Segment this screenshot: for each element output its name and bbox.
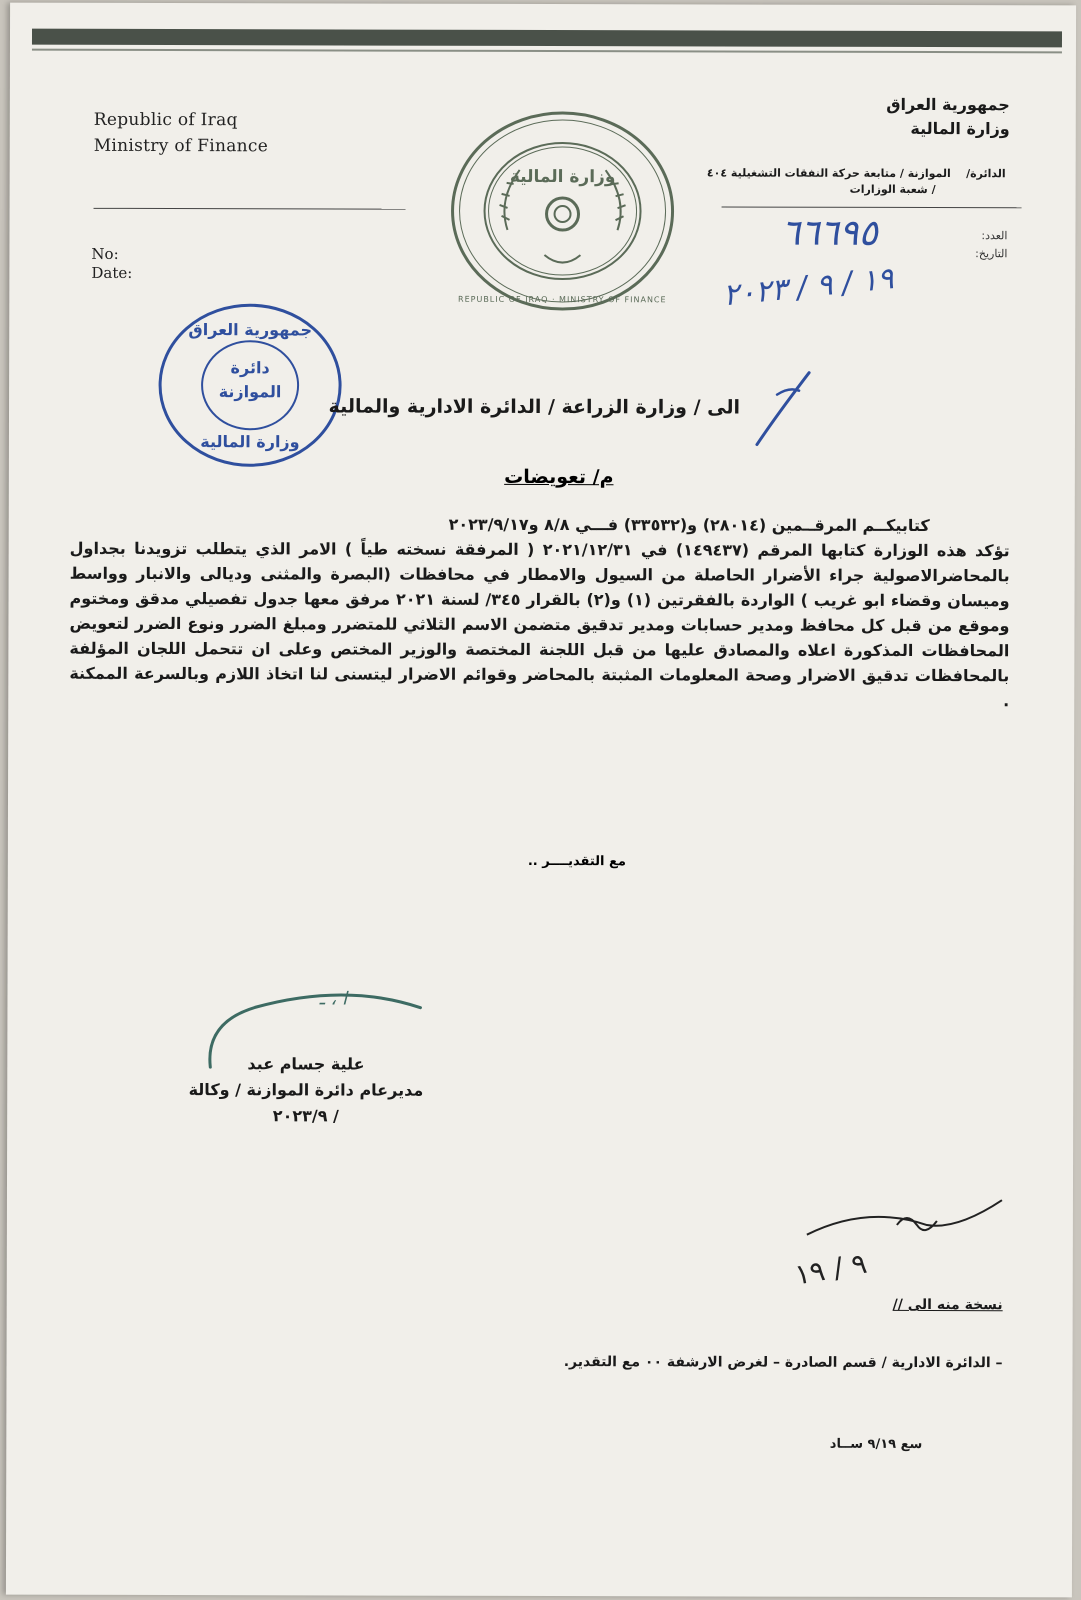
english-ministry: Ministry of Finance <box>93 135 269 157</box>
arabic-ref-fields <box>975 227 1007 263</box>
stamp-line1: جمهورية العراق <box>188 320 313 340</box>
handwritten-number: ٦٦٦٩٥ <box>781 212 878 254</box>
letter-body <box>69 511 1010 713</box>
recipient-line: الى / وزارة الزراعة / الدائرة الادارية والمالية <box>328 395 741 419</box>
stamp-line4: وزارة المالية <box>200 432 300 452</box>
header-bar <box>32 29 1062 48</box>
body-paragraph: تؤكد هذه الوزارة كتابها المرقم (١٤٩٤٣٧) في ٢٠٢١/١٢/٣١ ( المرفقة نسخته طياً ) الامر الذي يتطلب تزويدنا بجداول بالمحاضرالاصولية جراء الأضرار الحاصلة من السيول والامطار في محافظات (البصرة والمثنى وديالى والانبار وواسط وميسان وقضاء ابو غريب ) الواردة بالفقرتين (١) و(٢) بالقرار ٣٤٥/ لسنة ٢٠٢١ مرفق معها جدول تفصيلي مدقق ومختوم وموقع من قبل كل محافظ ومدير حسابات ومدير تدقيق متضمن الاسم الثلاثي للمتضرر ومبلغ الضرر ونوع الضرر لتعويض المحافظات المذكورة اعلاه والمصادق عليها من قبل اللجنة المختصة والوزير المختص وعلى ان تتحمل اللجان المؤلفة بالمحافظات تدقيق الاضرار وصحة المعلومات المثبتة بالمحاضر وقوائم الاضرار ليتسنى لنا اتخاذ اللازم وبالسرعة الممكنة . <box>69 538 1010 711</box>
signature-date: / ٢٠٢٣/٩ <box>272 1106 339 1126</box>
english-ref-fields <box>91 245 132 283</box>
body-reference-line: كتابيكــم المرقــمين (٢٨٠١٤) و(٣٣٥٣٢) فـــي ٨/٨ و٢٠٢٣/٩/١٧ <box>448 514 930 536</box>
seal-center-text: وزارة المالية <box>509 166 616 188</box>
english-divider <box>94 208 406 210</box>
budget-department-stamp-icon <box>155 301 345 469</box>
check-mark-icon <box>747 365 817 455</box>
copy-to-heading: نسخة منه الى // <box>892 1296 1003 1314</box>
header-rule <box>32 49 1062 54</box>
ministry-seal-icon <box>449 110 676 313</box>
arabic-department <box>676 165 1006 198</box>
arabic-country: جمهورية العراق <box>886 94 1010 115</box>
stamp-line3: الموازنة <box>218 382 282 402</box>
stamp-line2: دائرة <box>230 358 270 378</box>
date-label: Date: <box>91 263 133 282</box>
section-value: / شعبة الوزارات <box>849 182 936 197</box>
english-country: Republic of Iraq <box>93 109 238 131</box>
dept-label: الدائرة/ <box>966 167 1006 181</box>
signatory-name: علية جسام عبد <box>247 1054 365 1074</box>
handwritten-date: ١٩ / ٩ / ٢٠٢٣ <box>721 261 896 314</box>
arabic-date-label: التاريخ: <box>975 247 1008 261</box>
arabic-ministry: وزارة المالية <box>910 118 1010 139</box>
copy-to-item: – الدائرة الادارية / قسم الصادرة – لغرض الارشفة ٠٠ مع التقدير. <box>563 1354 1003 1372</box>
initials-scrawl-icon <box>787 1195 1017 1306</box>
english-letterhead <box>94 107 269 159</box>
footer-reference: سع ٩/١٩ ســاد <box>829 1436 923 1453</box>
signature-mark: ا ، ـ <box>319 988 348 1010</box>
signatory-title: مديرعام دائرة الموازنة / وكالة <box>188 1080 424 1100</box>
dept-value: الموازنة / متابعة حركة النفقات التشغيلية ٤٠٤ <box>706 166 951 181</box>
no-label: No: <box>91 244 119 263</box>
signatory-block <box>189 1051 424 1130</box>
closing-regards: مع التقديــــر .. <box>527 853 626 870</box>
letter-subject: م/ تعويضات <box>504 465 614 489</box>
seal-outer-text: REPUBLIC OF IRAQ · MINISTRY OF FINANCE <box>458 294 667 305</box>
number-label: العدد: <box>981 229 1008 243</box>
letter-page <box>6 3 1076 1598</box>
arabic-letterhead <box>886 93 1010 141</box>
handwritten-reference <box>679 204 969 325</box>
svg-text:٩ / ١٩: ٩ / ١٩ <box>792 1246 870 1292</box>
